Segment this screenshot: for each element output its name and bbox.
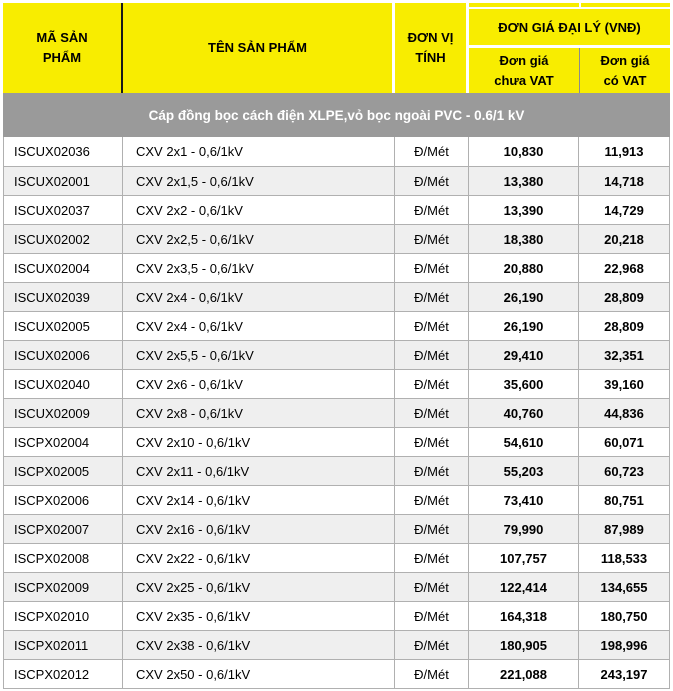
code-cell: ISCPX02007 (4, 515, 123, 543)
name-cell: CXV 2x11 - 0,6/1kV (123, 457, 395, 485)
price-inc-vat-cell: 20,218 (604, 231, 644, 247)
code-cell: ISCPX02006 (4, 486, 123, 514)
name-cell: CXV 2x6 - 0,6/1kV (123, 370, 395, 398)
price-ex-vat-cell: 73,410 (469, 486, 579, 514)
name-cell: CXV 2x5,5 - 0,6/1kV (123, 341, 395, 369)
table-row (3, 427, 670, 456)
price-ex-vat-cell: 164,318 (469, 602, 579, 630)
price-inc-vat-cell: 32,351 (604, 347, 644, 363)
unit-cell: Đ/Mét (395, 573, 469, 601)
code-cell: ISCPX02004 (4, 428, 123, 456)
price-ex-vat-cell: 20,880 (469, 254, 579, 282)
price-ex-vat-cell: 13,390 (469, 196, 579, 224)
price-inc-vat-cell: 60,071 (604, 434, 644, 450)
code-cell: ISCPX02010 (4, 602, 123, 630)
unit-cell: Đ/Mét (395, 457, 469, 485)
price-ex-vat-cell: 26,190 (469, 312, 579, 340)
code-cell: ISCPX02008 (4, 544, 123, 572)
column-header-price-inc-vat (579, 48, 670, 93)
name-cell: CXV 2x1 - 0,6/1kV (123, 137, 395, 166)
table-row (3, 224, 670, 253)
unit-cell: Đ/Mét (395, 370, 469, 398)
unit-cell: Đ/Mét (395, 486, 469, 514)
price-inc-vat-cell: 14,718 (604, 173, 644, 189)
price-ex-vat-cell: 79,990 (469, 515, 579, 543)
name-cell: CXV 2x14 - 0,6/1kV (123, 486, 395, 514)
column-header-price-ex-vat-label: Đơn giá chưa VAT (494, 53, 554, 88)
unit-cell: Đ/Mét (395, 312, 469, 340)
price-inc-vat-cell: 134,655 (600, 579, 648, 595)
name-cell: CXV 2x4 - 0,6/1kV (123, 283, 395, 311)
unit-cell: Đ/Mét (395, 254, 469, 282)
name-cell: CXV 2x8 - 0,6/1kV (123, 399, 395, 427)
unit-cell: Đ/Mét (395, 660, 469, 688)
table-row (3, 282, 670, 311)
price-inc-vat-cell: 28,809 (604, 289, 644, 305)
column-header-price-ex-vat (469, 48, 579, 93)
unit-cell: Đ/Mét (395, 196, 469, 224)
price-ex-vat-cell: 180,905 (469, 631, 579, 659)
table-row (3, 166, 670, 195)
column-header-price-group-title (469, 9, 670, 48)
unit-cell: Đ/Mét (395, 341, 469, 369)
table-row (3, 253, 670, 282)
unit-cell: Đ/Mét (395, 428, 469, 456)
price-ex-vat-cell: 55,203 (469, 457, 579, 485)
unit-cell: Đ/Mét (395, 399, 469, 427)
price-inc-vat-cell: 198,996 (600, 637, 648, 653)
column-header-product-code (3, 3, 123, 93)
price-inc-vat-cell: 22,968 (604, 260, 644, 276)
code-cell: ISCUX02040 (4, 370, 123, 398)
price-ex-vat-cell: 18,380 (469, 225, 579, 253)
price-ex-vat-cell: 13,380 (469, 167, 579, 195)
price-ex-vat-cell: 40,760 (469, 399, 579, 427)
column-header-product-name-label: TÊN SẢN PHẨM (208, 39, 307, 55)
code-cell: ISCUX02001 (4, 167, 123, 195)
column-header-product-code-label: MÃ SẢN PHẨM (36, 29, 88, 65)
name-cell: CXV 2x4 - 0,6/1kV (123, 312, 395, 340)
price-inc-vat-cell: 39,160 (604, 376, 644, 392)
code-cell: ISCUX02002 (4, 225, 123, 253)
price-inc-vat-cell: 87,989 (604, 521, 644, 537)
unit-cell: Đ/Mét (395, 225, 469, 253)
code-cell: ISCUX02039 (4, 283, 123, 311)
price-inc-vat-cell: 60,723 (604, 463, 644, 479)
price-ex-vat-cell: 10,830 (469, 137, 579, 166)
price-ex-vat-cell: 26,190 (469, 283, 579, 311)
name-cell: CXV 2x2 - 0,6/1kV (123, 196, 395, 224)
unit-cell: Đ/Mét (395, 515, 469, 543)
price-ex-vat-cell: 221,088 (469, 660, 579, 688)
name-cell: CXV 2x1,5 - 0,6/1kV (123, 167, 395, 195)
column-header-unit-label: ĐƠN VỊ TÍNH (407, 29, 454, 65)
table-row (3, 137, 670, 166)
table-row (3, 543, 670, 572)
price-ex-vat-cell: 107,757 (469, 544, 579, 572)
column-header-unit (395, 3, 469, 93)
table-row (3, 485, 670, 514)
price-subheaders (469, 48, 670, 93)
price-inc-vat-cell: 80,751 (604, 492, 644, 508)
column-header-product-name (123, 3, 395, 93)
price-inc-vat-cell: 118,533 (600, 550, 648, 566)
table-body (3, 137, 670, 689)
code-cell: ISCPX02011 (4, 631, 123, 659)
code-cell: ISCUX02006 (4, 341, 123, 369)
code-cell: ISCUX02009 (4, 399, 123, 427)
code-cell: ISCPX02012 (4, 660, 123, 688)
name-cell: CXV 2x10 - 0,6/1kV (123, 428, 395, 456)
name-cell: CXV 2x35 - 0,6/1kV (123, 602, 395, 630)
column-header-price-group-label: ĐƠN GIÁ ĐẠI LÝ (VNĐ) (498, 19, 641, 35)
table-row (3, 369, 670, 398)
price-inc-vat-cell: 44,836 (604, 405, 644, 421)
column-header-price-inc-vat-label: Đơn giá có VAT (600, 53, 650, 88)
price-inc-vat-cell: 14,729 (604, 202, 644, 218)
table-row (3, 630, 670, 659)
unit-cell: Đ/Mét (395, 283, 469, 311)
unit-cell: Đ/Mét (395, 544, 469, 572)
price-inc-vat-cell: 28,809 (604, 318, 644, 334)
section-title: Cáp đồng bọc cách điện XLPE,vỏ bọc ngoài PVC - 0.6/1 kV (148, 107, 525, 123)
name-cell: CXV 2x2,5 - 0,6/1kV (123, 225, 395, 253)
price-inc-vat-cell: 11,913 (604, 144, 644, 159)
unit-cell: Đ/Mét (395, 631, 469, 659)
table-row (3, 659, 670, 688)
code-cell: ISCPX02009 (4, 573, 123, 601)
name-cell: CXV 2x25 - 0,6/1kV (123, 573, 395, 601)
table-row (3, 572, 670, 601)
table-row (3, 311, 670, 340)
price-inc-vat-cell: 180,750 (600, 608, 648, 624)
header-top-strip (469, 3, 670, 7)
unit-cell: Đ/Mét (395, 602, 469, 630)
table-row (3, 514, 670, 543)
column-header-price-group (469, 3, 670, 93)
name-cell: CXV 2x16 - 0,6/1kV (123, 515, 395, 543)
table-row (3, 456, 670, 485)
table-row (3, 195, 670, 224)
code-cell: ISCUX02005 (4, 312, 123, 340)
unit-cell: Đ/Mét (395, 167, 469, 195)
table-row (3, 601, 670, 630)
section-band (3, 93, 670, 137)
name-cell: CXV 2x3,5 - 0,6/1kV (123, 254, 395, 282)
price-ex-vat-cell: 29,410 (469, 341, 579, 369)
table-row (3, 340, 670, 369)
unit-cell: Đ/Mét (395, 137, 469, 166)
code-cell: ISCUX02004 (4, 254, 123, 282)
code-cell: ISCPX02005 (4, 457, 123, 485)
price-inc-vat-cell: 243,197 (600, 666, 648, 682)
price-ex-vat-cell: 122,414 (469, 573, 579, 601)
price-ex-vat-cell: 54,610 (469, 428, 579, 456)
code-cell: ISCUX02037 (4, 196, 123, 224)
name-cell: CXV 2x38 - 0,6/1kV (123, 631, 395, 659)
name-cell: CXV 2x22 - 0,6/1kV (123, 544, 395, 572)
name-cell: CXV 2x50 - 0,6/1kV (123, 660, 395, 688)
table-header (3, 3, 670, 93)
price-ex-vat-cell: 35,600 (469, 370, 579, 398)
table-row (3, 398, 670, 427)
code-cell: ISCUX02036 (4, 137, 123, 166)
